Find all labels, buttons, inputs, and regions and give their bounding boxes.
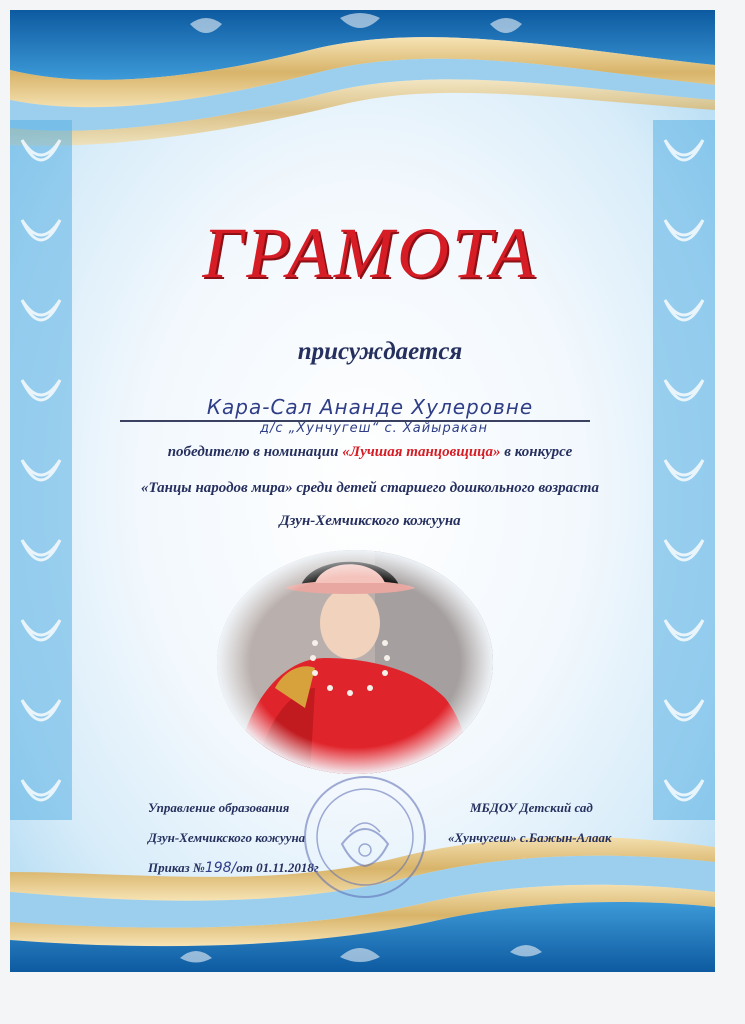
order-number: 198/ (204, 860, 237, 876)
issuer-right-line1: МБДОУ Детский сад (470, 800, 593, 815)
dancer-photo (215, 548, 495, 776)
school-note: д/с „Хунчугеш“ с. Хайыракан (260, 421, 488, 436)
nomination-prefix: победителю в номинации (167, 444, 343, 460)
order-line (148, 860, 319, 876)
order-prefix: Приказ № (148, 860, 205, 875)
nomination-line (80, 444, 660, 461)
nomination-title: «Лучшая танцовщица» (342, 444, 501, 460)
issuer-left-line2: Дзун-Хемчикского кожууна (148, 830, 306, 845)
awarded-label: присуждается (297, 338, 463, 365)
recipient-name: Кара-Сал Ананде Хулеровне (206, 395, 534, 419)
top-ornament-band (10, 10, 715, 220)
right-ornament-border (653, 120, 715, 820)
contest-line: «Танцы народов мира» среди детей старшего дошкольного возраста (141, 480, 599, 496)
issuer-right-line2: «Хунчугеш» с.Бажын-Алаак (448, 830, 612, 845)
nomination-suffix: в конкурсе (500, 444, 573, 460)
certificate-title: ГРАМОТА (202, 213, 538, 293)
region-line: Дзун-Хемчикского кожууна (279, 513, 461, 529)
left-ornament-border (10, 120, 72, 820)
order-date: от 01.11.2018г (236, 860, 319, 875)
official-stamp (300, 772, 430, 902)
issuer-left-line1: Управление образования (148, 800, 290, 815)
